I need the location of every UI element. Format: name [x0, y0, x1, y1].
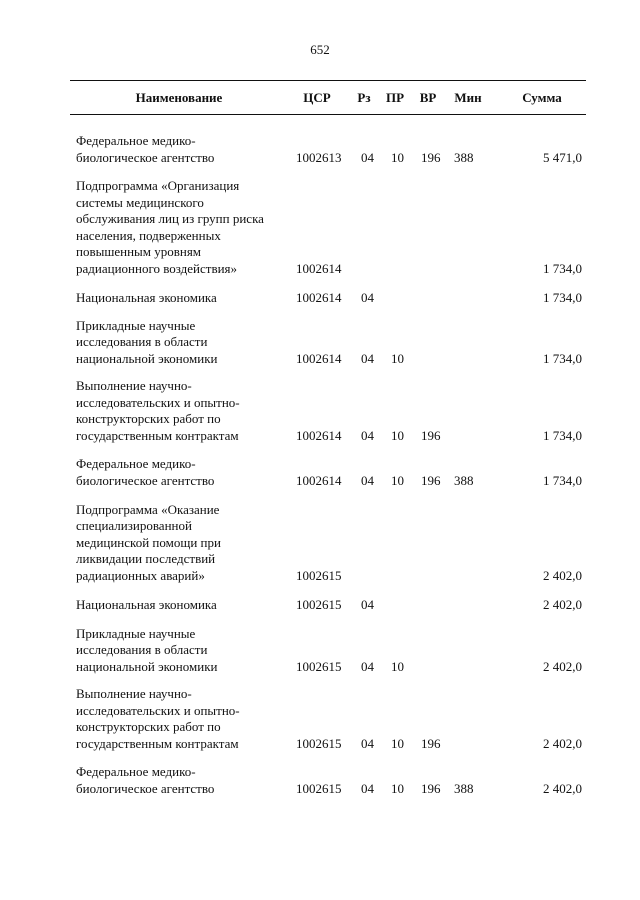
header-name: Наименование: [135, 90, 223, 105]
row-rz: 04: [361, 736, 374, 751]
header-sum: Сумма: [522, 90, 562, 105]
header-min: Мин: [454, 90, 482, 105]
table-row: [76, 380, 592, 444]
row-name: Федеральное медико- биологическое агентство: [76, 133, 215, 165]
row-csr: 1002614: [296, 351, 342, 366]
row-csr: 1002615: [296, 659, 342, 674]
row-pr: 10: [391, 659, 404, 674]
row-pr: 10: [391, 781, 404, 796]
row-rz: 04: [361, 290, 374, 305]
row-csr: 1002615: [296, 597, 342, 612]
row-sum: 2 402,0: [543, 597, 582, 612]
row-name: Подпрограмма «Организация системы медицинского обслуживания лиц из групп риска населения, подверженных повышенным уровням радиационного воздействия»: [76, 178, 264, 276]
table-row: [76, 503, 592, 584]
row-csr: 1002615: [296, 781, 342, 796]
row-min: 388: [454, 150, 474, 165]
row-rz: 04: [361, 659, 374, 674]
row-rz: 04: [361, 428, 374, 443]
table-row: [76, 180, 592, 277]
table-row: [76, 133, 592, 166]
row-min: 388: [454, 781, 474, 796]
row-sum: 2 402,0: [543, 659, 582, 674]
row-name: Национальная экономика: [76, 289, 217, 305]
row-pr: 10: [391, 736, 404, 751]
table-row: [76, 597, 592, 613]
row-name: Выполнение научно- исследовательских и опытно- конструкторских работ по государственным контрактам: [76, 686, 240, 751]
row-csr: 1002615: [296, 736, 342, 751]
row-rz: 04: [361, 150, 374, 165]
row-vr: 196: [421, 150, 441, 165]
row-sum: 1 734,0: [543, 473, 582, 488]
table-row: [76, 290, 592, 306]
table-row: [76, 317, 592, 367]
row-sum: 2 402,0: [543, 736, 582, 751]
header-pr: ПР: [385, 90, 405, 105]
row-rz: 04: [361, 597, 374, 612]
table-row: [76, 765, 592, 797]
row-vr: 196: [421, 736, 441, 751]
row-vr: 196: [421, 473, 441, 488]
row-rz: 04: [361, 351, 374, 366]
row-name: Прикладные научные исследования в области национальной экономики: [76, 317, 218, 366]
row-csr: 1002614: [296, 428, 342, 443]
row-name: Федеральное медико- биологическое агентство: [76, 456, 215, 488]
header-rz: Рз: [357, 90, 371, 105]
row-name: Национальная экономика: [76, 596, 217, 612]
row-pr: 10: [391, 351, 404, 366]
table-row: [76, 627, 592, 675]
row-rz: 04: [361, 781, 374, 796]
row-csr: 1002614: [296, 290, 342, 305]
row-pr: 10: [391, 150, 404, 165]
row-pr: 10: [391, 473, 404, 488]
row-vr: 196: [421, 781, 441, 796]
row-sum: 5 471,0: [543, 150, 582, 165]
row-csr: 1002613: [296, 150, 342, 165]
header-vr: ВР: [419, 90, 437, 105]
row-pr: 10: [391, 428, 404, 443]
row-min: 388: [454, 473, 474, 488]
row-name: Федеральное медико- биологическое агентство: [76, 764, 215, 796]
row-sum: 1 734,0: [543, 351, 582, 366]
row-rz: 04: [361, 473, 374, 488]
row-csr: 1002614: [296, 473, 342, 488]
row-sum: 1 734,0: [543, 261, 582, 276]
row-name: Подпрограмма «Оказание специализированной медицинской помощи при ликвидации последствий радиационных аварий»: [76, 501, 221, 583]
row-vr: 196: [421, 428, 441, 443]
row-sum: 2 402,0: [543, 568, 582, 583]
row-sum: 1 734,0: [543, 428, 582, 443]
page-number: 652: [310, 42, 330, 57]
row-sum: 2 402,0: [543, 781, 582, 796]
table-row: [76, 458, 592, 489]
row-csr: 1002614: [296, 261, 342, 276]
table-row: [76, 688, 592, 752]
header-csr: ЦСР: [303, 90, 331, 105]
row-sum: 1 734,0: [543, 290, 582, 305]
row-csr: 1002615: [296, 568, 342, 583]
row-name: Выполнение научно- исследовательских и опытно- конструкторских работ по государственным контрактам: [76, 378, 240, 443]
row-name: Прикладные научные исследования в области национальной экономики: [76, 625, 218, 674]
